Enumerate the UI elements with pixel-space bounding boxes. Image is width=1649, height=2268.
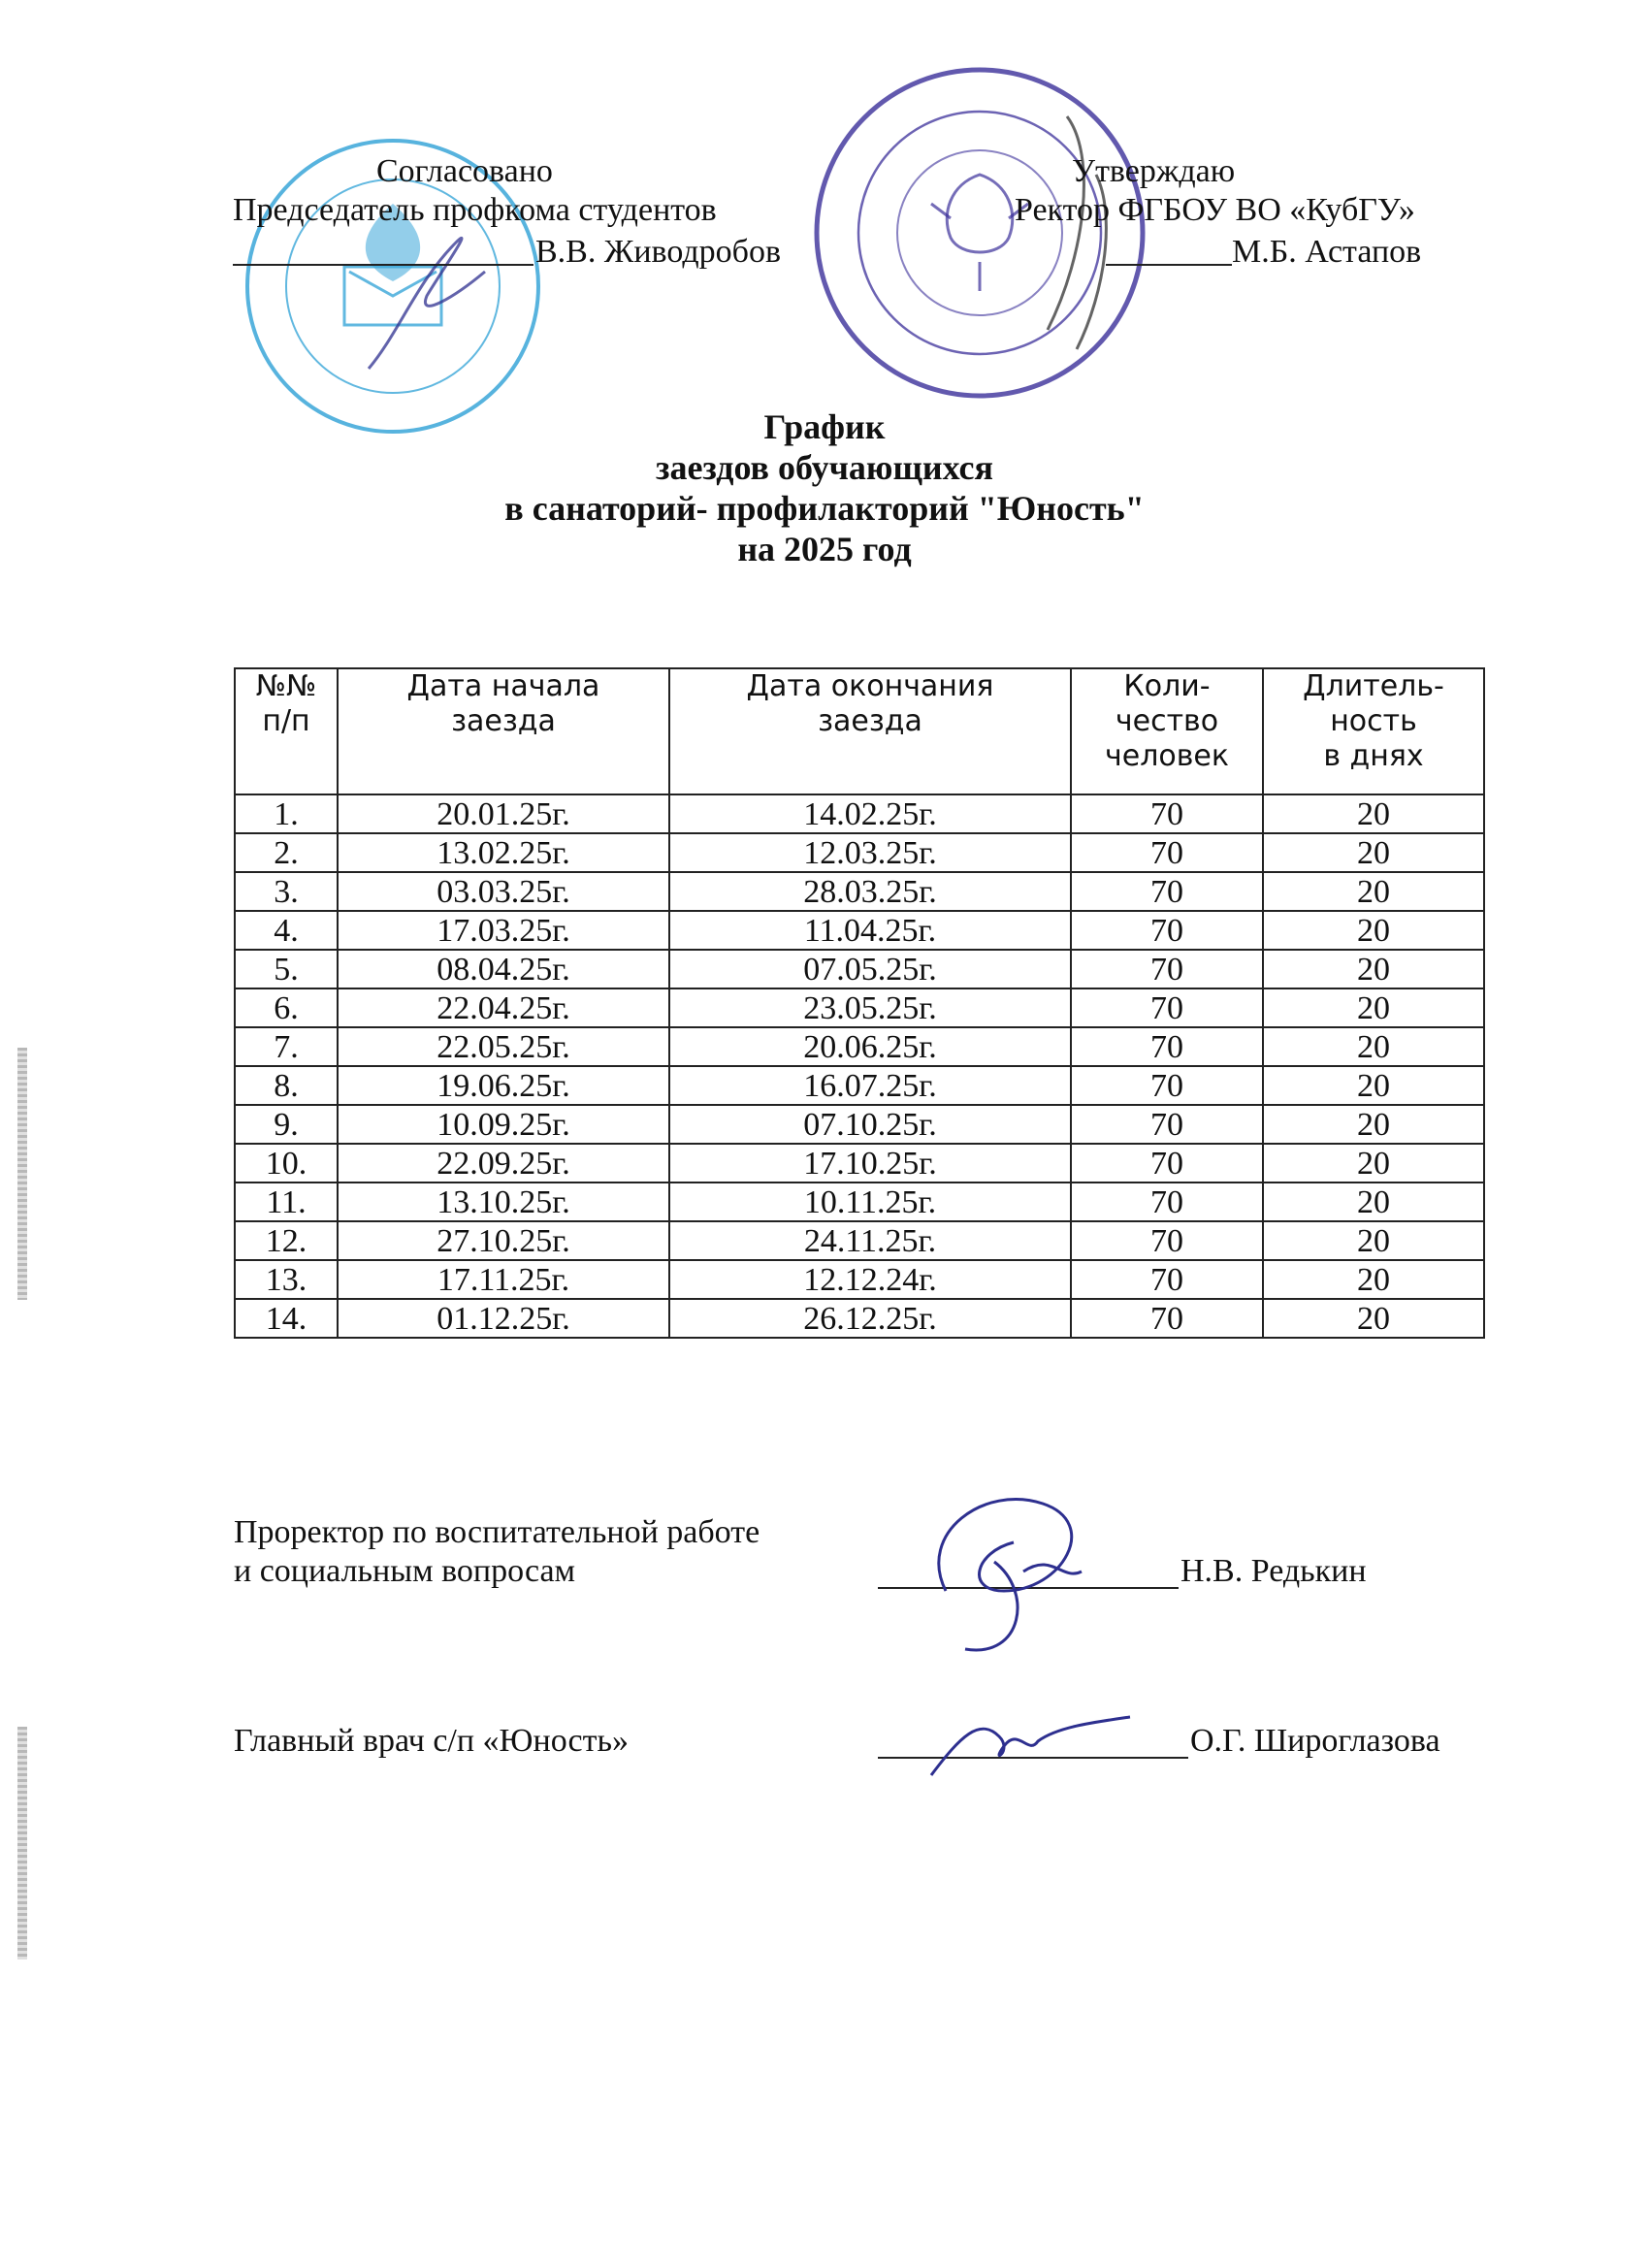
profkom-name: В.В. Живодробов — [535, 234, 782, 270]
header-end-date — [669, 668, 1071, 794]
profkom-position: Председатель профкома студентов — [233, 192, 717, 228]
header-text: ность — [1330, 704, 1417, 738]
cell-num: 2. — [235, 833, 338, 872]
header-num — [235, 668, 338, 794]
signature-line — [1106, 264, 1232, 266]
cell-end-date: 07.05.25г. — [669, 950, 1071, 988]
header-text: Длитель- — [1303, 669, 1444, 703]
cell-duration: 20 — [1263, 872, 1484, 911]
rector-name: М.Б. Астапов — [1232, 234, 1422, 270]
cell-num: 1. — [235, 794, 338, 833]
header-text: Коли- — [1123, 669, 1211, 703]
cell-start-date: 22.05.25г. — [338, 1027, 669, 1066]
cell-duration: 20 — [1263, 1105, 1484, 1144]
doc-year: на 2025 год — [737, 530, 912, 568]
table-row — [235, 1221, 1484, 1260]
cell-start-date: 22.09.25г. — [338, 1144, 669, 1183]
header-text: чество — [1115, 704, 1219, 738]
table-row — [235, 1027, 1484, 1066]
cell-count: 70 — [1071, 1066, 1263, 1105]
prorector-name: Н.В. Редькин — [1180, 1553, 1367, 1589]
doc-subtitle: заездов обучающихся — [655, 448, 993, 487]
cell-end-date: 24.11.25г. — [669, 1221, 1071, 1260]
cell-count: 70 — [1071, 872, 1263, 911]
cell-num: 4. — [235, 911, 338, 950]
cell-count: 70 — [1071, 1144, 1263, 1183]
cell-num: 8. — [235, 1066, 338, 1105]
doctor-name: О.Г. Широглазова — [1190, 1723, 1440, 1759]
cell-num: 7. — [235, 1027, 338, 1066]
header-duration — [1263, 668, 1484, 794]
cell-num: 3. — [235, 872, 338, 911]
cell-duration: 20 — [1263, 794, 1484, 833]
approve-label: Утверждаю — [1072, 153, 1236, 189]
table-row — [235, 872, 1484, 911]
table-row — [235, 1183, 1484, 1221]
rector-position: Ректор ФГБОУ ВО «КубГУ» — [1015, 192, 1415, 228]
cell-num: 12. — [235, 1221, 338, 1260]
cell-start-date: 13.02.25г. — [338, 833, 669, 872]
scan-artifact — [17, 1727, 27, 1960]
cell-duration: 20 — [1263, 911, 1484, 950]
cell-count: 70 — [1071, 988, 1263, 1027]
cell-start-date: 17.03.25г. — [338, 911, 669, 950]
cell-count: 70 — [1071, 1105, 1263, 1144]
header-text: №№ — [255, 669, 317, 703]
cell-end-date: 11.04.25г. — [669, 911, 1071, 950]
cell-count: 70 — [1071, 794, 1263, 833]
header-text: в днях — [1323, 739, 1424, 773]
cell-count: 70 — [1071, 1260, 1263, 1299]
cell-duration: 20 — [1263, 833, 1484, 872]
cell-duration: 20 — [1263, 988, 1484, 1027]
cell-end-date: 28.03.25г. — [669, 872, 1071, 911]
cell-num: 14. — [235, 1299, 338, 1338]
cell-start-date: 19.06.25г. — [338, 1066, 669, 1105]
cell-duration: 20 — [1263, 950, 1484, 988]
cell-start-date: 10.09.25г. — [338, 1105, 669, 1144]
cell-start-date: 20.01.25г. — [338, 794, 669, 833]
cell-duration: 20 — [1263, 1027, 1484, 1066]
cell-num: 6. — [235, 988, 338, 1027]
cell-start-date: 03.03.25г. — [338, 872, 669, 911]
header-count — [1071, 668, 1263, 794]
table-row — [235, 950, 1484, 988]
cell-end-date: 16.07.25г. — [669, 1066, 1071, 1105]
header-start-date — [338, 668, 669, 794]
header-text: заезда — [451, 704, 556, 738]
cell-duration: 20 — [1263, 1066, 1484, 1105]
header-text: Дата окончания — [746, 669, 994, 703]
table-row — [235, 911, 1484, 950]
cell-count: 70 — [1071, 1027, 1263, 1066]
cell-num: 13. — [235, 1260, 338, 1299]
header-text: заезда — [818, 704, 922, 738]
prorector-position: и социальным вопросам — [234, 1553, 576, 1589]
prorector-signature — [907, 1474, 1120, 1669]
cell-end-date: 26.12.25г. — [669, 1299, 1071, 1338]
cell-num: 9. — [235, 1105, 338, 1144]
cell-count: 70 — [1071, 833, 1263, 872]
cell-count: 70 — [1071, 911, 1263, 950]
cell-num: 5. — [235, 950, 338, 988]
cell-start-date: 08.04.25г. — [338, 950, 669, 988]
header-text: п/п — [262, 704, 310, 738]
cell-end-date: 23.05.25г. — [669, 988, 1071, 1027]
doctor-position: Главный врач с/п «Юность» — [234, 1723, 630, 1759]
cell-start-date: 22.04.25г. — [338, 988, 669, 1027]
cell-end-date: 07.10.25г. — [669, 1105, 1071, 1144]
table-row — [235, 1105, 1484, 1144]
header-text: человек — [1105, 739, 1229, 773]
cell-end-date: 14.02.25г. — [669, 794, 1071, 833]
cell-end-date: 12.12.24г. — [669, 1260, 1071, 1299]
table-header-row — [235, 668, 1484, 794]
table-row — [235, 1260, 1484, 1299]
cell-end-date: 17.10.25г. — [669, 1144, 1071, 1183]
table-row — [235, 794, 1484, 833]
header-text: Дата начала — [406, 669, 600, 703]
table-row — [235, 1144, 1484, 1183]
cell-duration: 20 — [1263, 1260, 1484, 1299]
cell-start-date: 27.10.25г. — [338, 1221, 669, 1260]
cell-num: 10. — [235, 1144, 338, 1183]
cell-duration: 20 — [1263, 1299, 1484, 1338]
cell-start-date: 01.12.25г. — [338, 1299, 669, 1338]
schedule-table — [234, 667, 1485, 1339]
university-stamp — [805, 58, 1154, 407]
cell-duration: 20 — [1263, 1144, 1484, 1183]
cell-num: 11. — [235, 1183, 338, 1221]
cell-end-date: 10.11.25г. — [669, 1183, 1071, 1221]
cell-count: 70 — [1071, 950, 1263, 988]
table-row — [235, 833, 1484, 872]
doc-subtitle: в санаторий- профилакторий "Юность" — [504, 489, 1145, 528]
cell-duration: 20 — [1263, 1183, 1484, 1221]
doc-title: График — [763, 407, 886, 446]
table-row — [235, 1066, 1484, 1105]
cell-duration: 20 — [1263, 1221, 1484, 1260]
cell-count: 70 — [1071, 1221, 1263, 1260]
table-row — [235, 988, 1484, 1027]
cell-end-date: 12.03.25г. — [669, 833, 1071, 872]
table-row — [235, 1299, 1484, 1338]
cell-count: 70 — [1071, 1183, 1263, 1221]
cell-count: 70 — [1071, 1299, 1263, 1338]
table-body — [235, 794, 1484, 1338]
scan-artifact — [17, 1048, 27, 1300]
cell-start-date: 13.10.25г. — [338, 1183, 669, 1221]
cell-start-date: 17.11.25г. — [338, 1260, 669, 1299]
cell-end-date: 20.06.25г. — [669, 1027, 1071, 1066]
doctor-signature — [922, 1678, 1135, 1785]
prorector-position: Проректор по воспитательной работе — [234, 1514, 760, 1550]
agreed-label: Согласовано — [376, 153, 553, 189]
signature-line — [233, 264, 534, 266]
